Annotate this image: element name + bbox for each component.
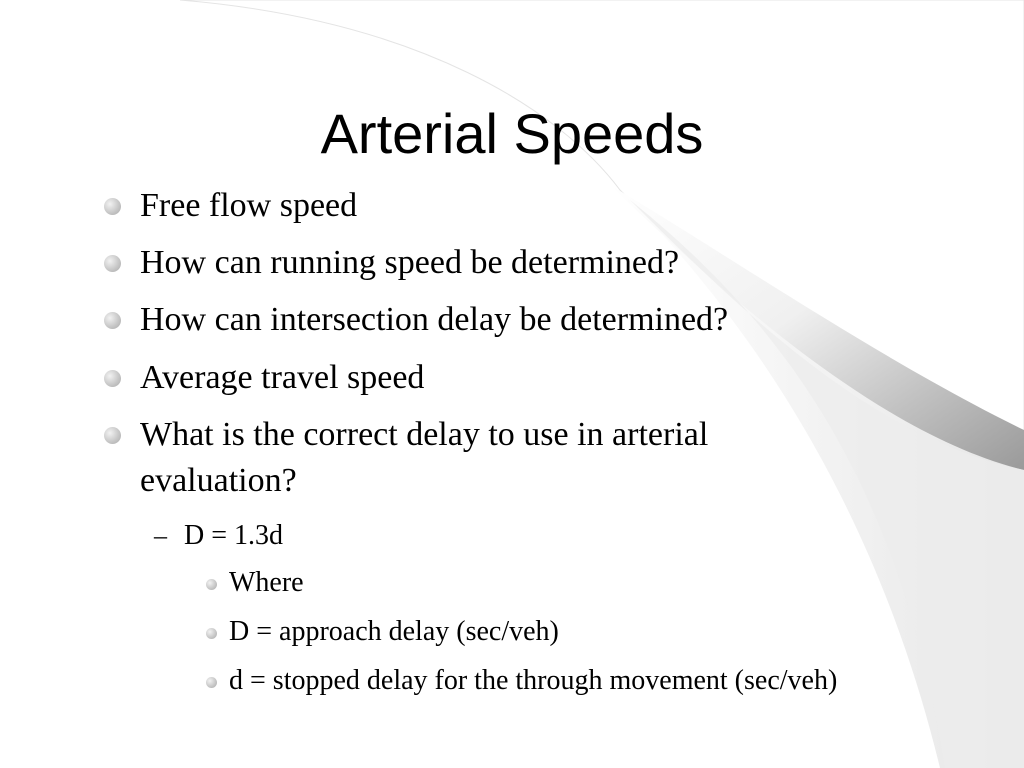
sub-item-text: D = 1.3d [184,520,284,551]
bullet-item [140,183,840,229]
bullet-icon [104,198,121,215]
sub-sub-bullet-item [229,616,869,648]
sub-sub-bullet-item [229,665,869,697]
bullet-icon [104,370,121,387]
bullet-icon [104,312,121,329]
bullet-text: How can intersection delay be determined? [140,301,729,338]
sub-sub-bullet-text: D = approach delay (sec/veh) [229,616,559,647]
bullet-item [140,355,840,401]
bullet-text: Average travel speed [140,359,425,396]
bullet-icon [206,677,217,688]
sub-sub-bullet-text: d = stopped delay for the through movement (sec/veh) [229,665,838,696]
bullet-text: Free flow speed [140,187,358,224]
sub-item [154,516,804,556]
sub-sub-bullet-item [229,567,869,599]
bullet-item [140,412,830,504]
bullet-icon [104,255,121,272]
bullet-icon [206,579,217,590]
bullet-text: What is the correct delay to use in arterial evaluation? [140,416,709,499]
bullet-item [140,240,840,286]
dash-marker: – [154,521,167,550]
bullet-icon [104,427,121,444]
bullet-icon [206,628,217,639]
sub-sub-bullet-text: Where [229,567,304,598]
slide-title: Arterial Speeds [320,102,704,165]
bullet-text: How can running speed be determined? [140,244,680,281]
bullet-item [140,297,840,343]
